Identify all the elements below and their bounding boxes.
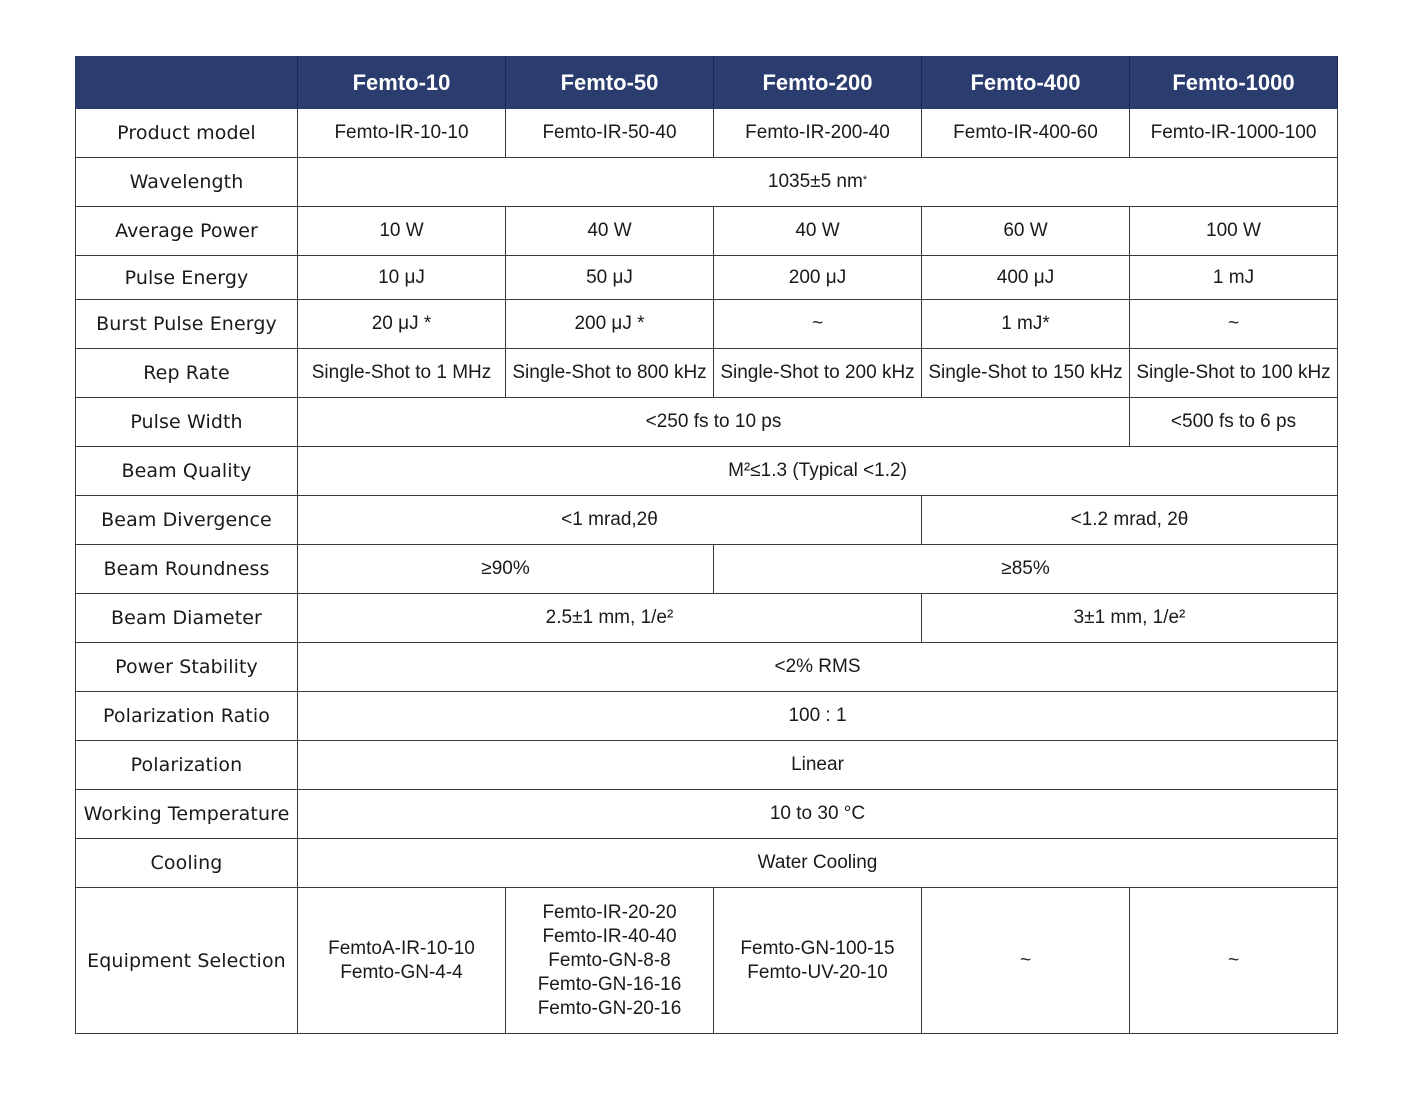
table-cell: Femto-IR-400-60: [922, 109, 1130, 158]
table-cell: 1 mJ*: [922, 300, 1130, 349]
row-label: Beam Roundness: [76, 545, 298, 594]
table-row-power-stability: [76, 643, 1338, 692]
table-row-wavelength: [76, 158, 1338, 207]
row-label: Product model: [76, 109, 298, 158]
table-cell: 200 μJ *: [506, 300, 714, 349]
table-cell: 60 W: [922, 207, 1130, 256]
table-cell: [298, 158, 1338, 207]
table-cell: 400 μJ: [922, 256, 1130, 300]
table-cell: <250 fs to 10 ps: [298, 398, 1130, 447]
row-label: Burst Pulse Energy: [76, 300, 298, 349]
list-item: Femto-IR-20-20: [542, 901, 677, 923]
table-row-polarization-ratio: [76, 692, 1338, 741]
table-cell: <500 fs to 6 ps: [1130, 398, 1338, 447]
row-label: Wavelength: [76, 158, 298, 207]
list-item: Femto-GN-4-4: [340, 961, 463, 983]
header-femto-10: Femto-10: [298, 57, 506, 109]
table-cell: <1 mrad,2θ: [298, 496, 922, 545]
table-row-cooling: [76, 839, 1338, 888]
table-row-equipment-selection: [76, 888, 1338, 1034]
table-cell: <1.2 mrad, 2θ: [922, 496, 1338, 545]
list-item: Femto-UV-20-10: [747, 961, 888, 983]
list-item: Femto-IR-40-40: [542, 925, 677, 947]
table-cell: Single-Shot to 100 kHz: [1130, 349, 1338, 398]
table-cell: 2.5±1 mm, 1/e²: [298, 594, 922, 643]
table-cell: 50 μJ: [506, 256, 714, 300]
table-row-burst-pulse-energy: [76, 300, 1338, 349]
table-cell: [714, 888, 922, 1034]
header-femto-50: Femto-50: [506, 57, 714, 109]
table-cell: Femto-IR-50-40: [506, 109, 714, 158]
row-label: Rep Rate: [76, 349, 298, 398]
table-row-polarization: [76, 741, 1338, 790]
table-row-pulse-energy: [76, 256, 1338, 300]
list-item: Femto-GN-100-15: [740, 937, 895, 959]
list-item: Femto-GN-16-16: [537, 973, 682, 995]
table-cell: Femto-IR-200-40: [714, 109, 922, 158]
table-cell: ~: [1130, 888, 1338, 1034]
row-label: Pulse Width: [76, 398, 298, 447]
table-row-beam-divergence: [76, 496, 1338, 545]
table-cell: 40 W: [714, 207, 922, 256]
table-cell: [506, 888, 714, 1034]
table-row-beam-roundness: [76, 545, 1338, 594]
table-cell: Water Cooling: [298, 839, 1338, 888]
list-item: FemtoA-IR-10-10: [328, 937, 475, 959]
table-cell: ~: [922, 888, 1130, 1034]
table-cell: Femto-IR-1000-100: [1130, 109, 1338, 158]
table-cell: [298, 888, 506, 1034]
row-label: Beam Diameter: [76, 594, 298, 643]
row-label: Working Temperature: [76, 790, 298, 839]
table-cell: ~: [1130, 300, 1338, 349]
header-femto-200: Femto-200: [714, 57, 922, 109]
table-cell: 1 mJ: [1130, 256, 1338, 300]
row-label: Pulse Energy: [76, 256, 298, 300]
table-cell: Single-Shot to 1 MHz: [298, 349, 506, 398]
table-cell: <2% RMS: [298, 643, 1338, 692]
table-cell: ~: [714, 300, 922, 349]
row-label: Polarization: [76, 741, 298, 790]
header-femto-400: Femto-400: [922, 57, 1130, 109]
header-corner: [76, 57, 298, 109]
table-cell: M²≤1.3 (Typical <1.2): [298, 447, 1338, 496]
table-row-working-temperature: [76, 790, 1338, 839]
table-cell: Single-Shot to 200 kHz: [714, 349, 922, 398]
table-row-beam-quality: [76, 447, 1338, 496]
list-item: Femto-GN-20-16: [537, 997, 682, 1019]
table-row-average-power: [76, 207, 1338, 256]
table-cell: 20 μJ *: [298, 300, 506, 349]
table-cell: 3±1 mm, 1/e²: [922, 594, 1338, 643]
table-cell: Single-Shot to 800 kHz: [506, 349, 714, 398]
footnote-mark: *: [862, 174, 868, 186]
table-row-pulse-width: [76, 398, 1338, 447]
row-label: Polarization Ratio: [76, 692, 298, 741]
table-row-beam-diameter: [76, 594, 1338, 643]
row-label: Power Stability: [76, 643, 298, 692]
table-cell: 200 μJ: [714, 256, 922, 300]
row-label: Beam Divergence: [76, 496, 298, 545]
table-cell: 100 : 1: [298, 692, 1338, 741]
list-item: Femto-GN-8-8: [548, 949, 671, 971]
wavelength-value: 1035±5 nm: [767, 171, 863, 192]
row-label: Equipment Selection: [76, 888, 298, 1034]
table-cell: ≥85%: [714, 545, 1338, 594]
table-cell: ≥90%: [298, 545, 714, 594]
table-cell: 10 μJ: [298, 256, 506, 300]
table-row-rep-rate: [76, 349, 1338, 398]
row-label: Beam Quality: [76, 447, 298, 496]
table-cell: 40 W: [506, 207, 714, 256]
table-cell: 10 W: [298, 207, 506, 256]
table-cell: 100 W: [1130, 207, 1338, 256]
specification-table: [75, 56, 1338, 1034]
row-label: Average Power: [76, 207, 298, 256]
table-cell: 10 to 30 °C: [298, 790, 1338, 839]
table-cell: Single-Shot to 150 kHz: [922, 349, 1130, 398]
table-cell: Linear: [298, 741, 1338, 790]
header-row: [76, 57, 1338, 109]
header-femto-1000: Femto-1000: [1130, 57, 1338, 109]
table-row-product-model: [76, 109, 1338, 158]
table-cell: Femto-IR-10-10: [298, 109, 506, 158]
row-label: Cooling: [76, 839, 298, 888]
